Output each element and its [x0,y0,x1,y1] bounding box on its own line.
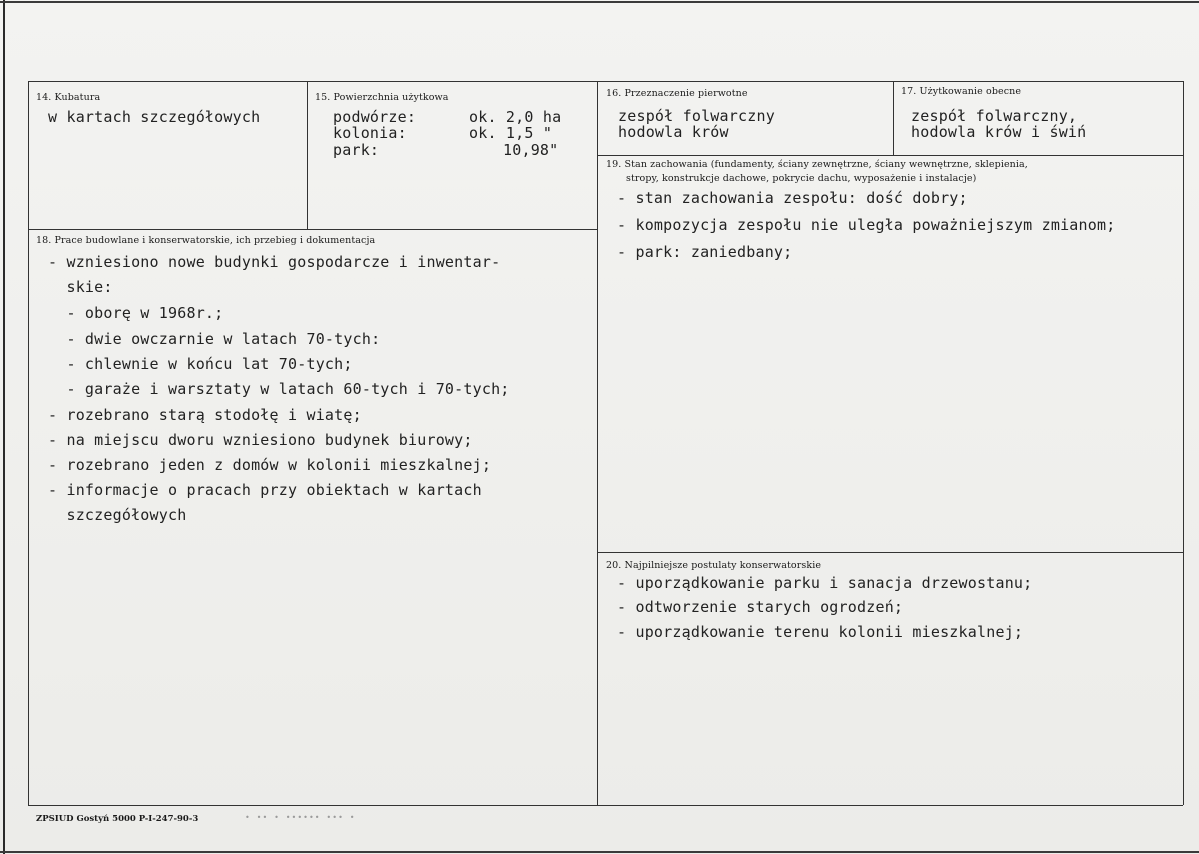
field-19-label: 19. Stan zachowania (fundamenty, ściany zewnętrzne, ściany wewnętrzne, sklepienia, [606,159,1028,170]
row-divider-bottom [28,805,1183,806]
field-20-label: 20. Najpilniejsze postulaty konserwatorskie [606,560,822,571]
field-19-label-cont: stropy, konstrukcje dachowe, pokrycie dachu, wyposażenie i instalacje) [626,173,977,184]
col-divider-middle [597,81,598,805]
field-16-line: zespół folwarczny [618,107,775,125]
field-15-row-name: kolonia: [333,124,407,142]
field-14-label: 14. Kubatura [36,92,101,103]
field-18-line: skie: [48,278,113,296]
field-15-row-value: 10,98" [503,141,559,159]
field-18-label: 18. Prace budowlane i konserwatorskie, ich przebieg i dokumentacja [36,235,376,246]
field-18-line: - oborę w 1968r.; [48,304,224,322]
col-divider-14-15 [307,81,308,230]
field-20-line: - odtworzenie starych ogrodzeń; [617,598,904,616]
col-divider-right [1183,81,1184,805]
field-16-label: 16. Przeznaczenie pierwotne [606,88,748,99]
field-14-value: w kartach szczegółowych [48,108,261,126]
field-18-line: szczegółowych [48,506,187,524]
field-18-line: - chlewnie w końcu lat 70-tych; [48,355,353,373]
field-19-line: - kompozycja zespołu nie uległa poważniejszym zmianom; [617,216,1116,234]
row-divider-20 [597,552,1183,553]
field-19-line: - park: zaniedbany; [617,243,793,261]
field-18-line: - wzniesiono nowe budynki gospodarcze i inwentar- [48,253,501,271]
field-18-line: - dwie owczarnie w latach 70-tych: [48,330,381,348]
sheet-top-border [0,1,1199,3]
print-code: ZPSIUD Gostyń 5000 P-I-247-90-3 [36,814,199,824]
field-17-line: zespół folwarczny, [911,107,1078,125]
field-16-line: hodowla krów [618,123,729,141]
row-divider-top [28,81,1183,82]
field-17-line: hodowla krów i świń [911,123,1087,141]
field-18-line: - informacje o pracach przy obiektach w kartach [48,481,482,499]
sheet-bottom-border [0,851,1199,853]
field-20-line: - uporządkowanie parku i sanacja drzewostanu; [617,574,1033,592]
field-19-line: - stan zachowania zespołu: dość dobry; [617,189,968,207]
row-divider-19 [597,155,1183,156]
field-15-row-name: park: [333,141,380,159]
col-divider-left [28,81,29,805]
faint-smudge: • •• • •••••• ••• • [245,813,356,822]
field-17-label: 17. Użytkowanie obecne [901,86,1022,97]
field-15-row-name: podwórze: [333,108,417,126]
field-18-line: - rozebrano jeden z domów w kolonii mieszkalnej; [48,456,492,474]
sheet-left-border [3,0,5,854]
field-15-row-value: ok. 1,5 " [469,124,553,142]
field-15-row-value: ok. 2,0 ha [469,108,562,126]
field-18-line: - garaże i warsztaty w latach 60-tych i 70-tych; [48,380,510,398]
field-20-line: - uporządkowanie terenu kolonii mieszkalnej; [617,623,1024,641]
field-18-line: - rozebrano starą stodołę i wiatę; [48,406,362,424]
field-18-line: - na miejscu dworu wzniesiono budynek biurowy; [48,431,473,449]
row-divider-18 [28,229,598,230]
field-15-label: 15. Powierzchnia użytkowa [315,92,449,103]
col-divider-16-17 [893,81,894,156]
